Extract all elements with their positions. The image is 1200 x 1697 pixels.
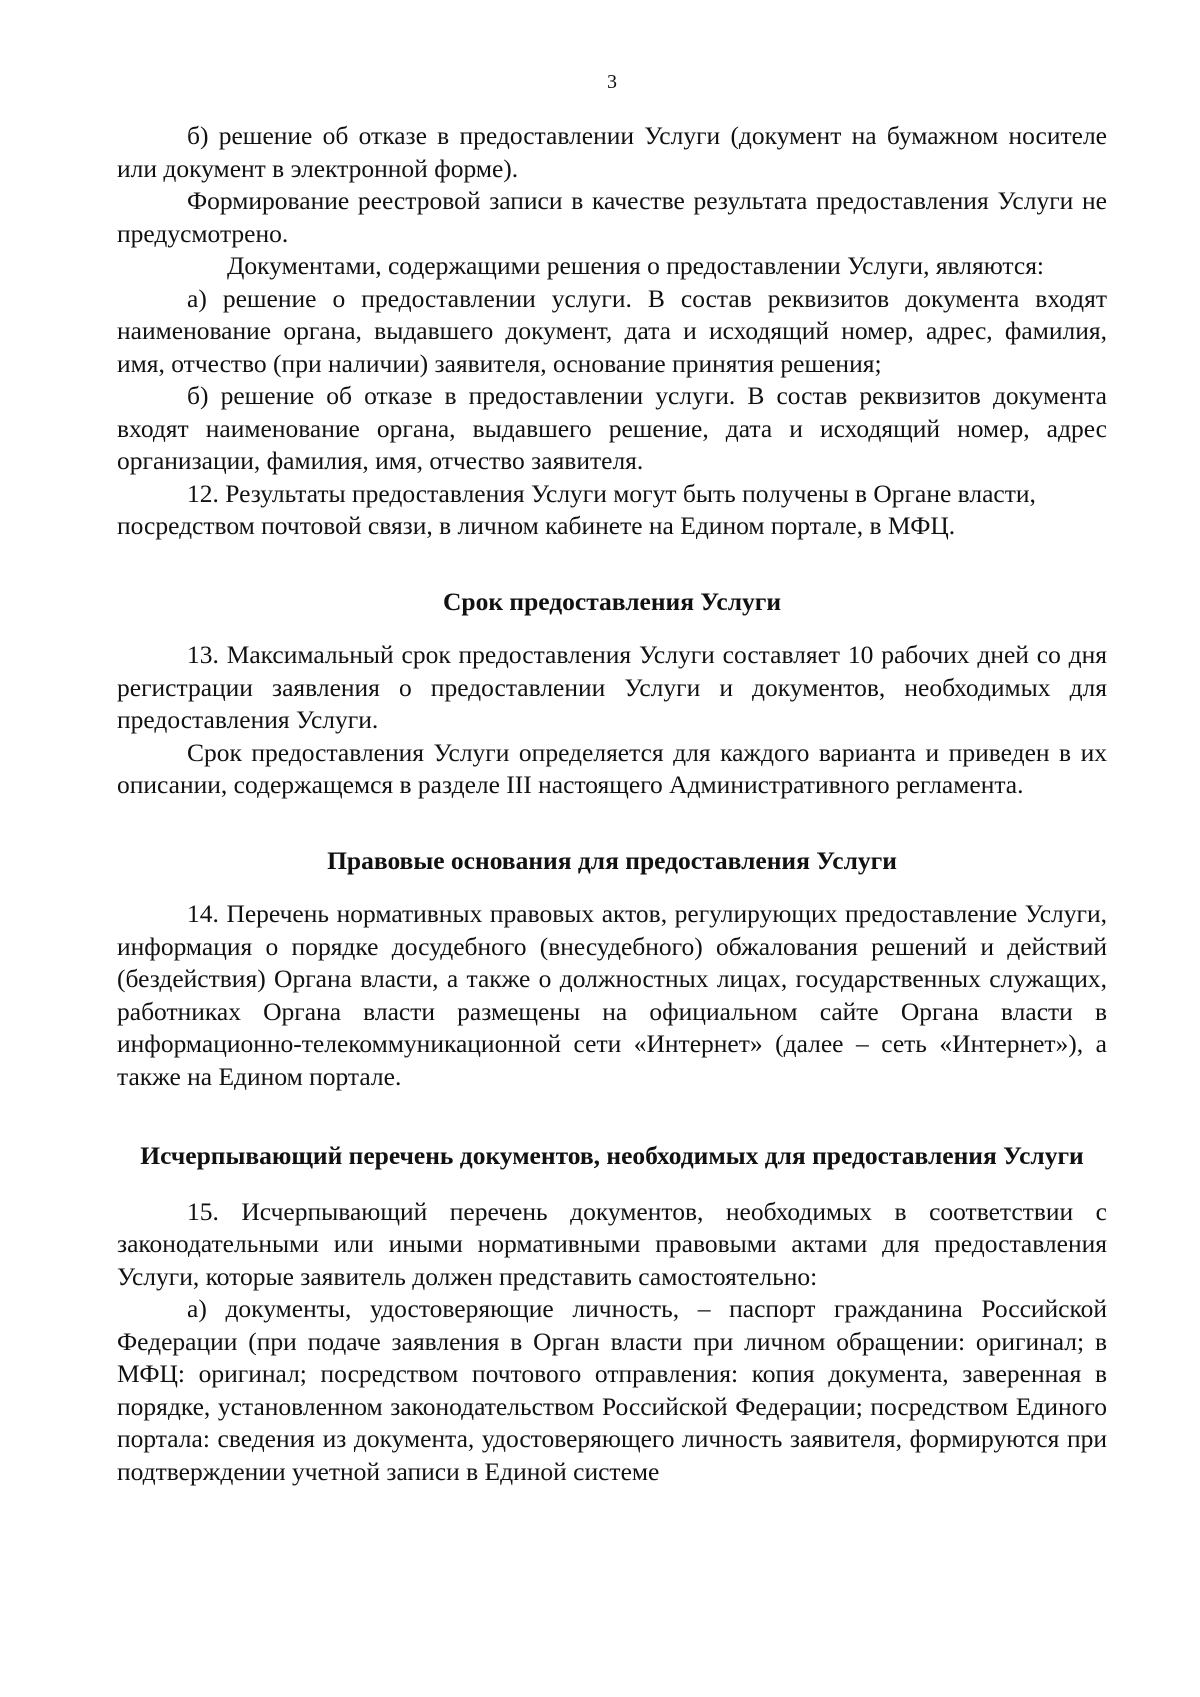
document-body (117, 120, 1107, 1488)
paragraph-refusal-requisites: б) решение об отказе в предоставлении услуги. В состав реквизитов документа входят наименование органа, выдавшего решение, дата и исходящий номер, адрес организации, фамилия, имя, отчество заявителя. (117, 381, 1107, 475)
page-number: 3 (607, 71, 617, 93)
document-page (117, 0, 1107, 1697)
paragraph-identity-documents: а) документы, удостоверяющие личность, – паспорт гражданина Российской Федерации (при подаче заявления в Орган власти при личном обращении: оригинал; в МФЦ: оригинал; посредством почтового отправления: копия документа, заверенная в порядке, установленном законодательством Российской Федерации; посредством Единого портала: сведения из документа, удостоверяющего личность заявителя, формируются при подтверждении учетной записи в Единой системе (117, 1294, 1107, 1486)
paragraph-item-15: 15. Исчерпывающий перечень документов, необходимых в соответствии с законодательными или иными нормативными правовыми актами для предоставления Услуги, которые заявитель должен представить самостоятельно: (117, 1196, 1107, 1291)
paragraph-item-14: 14. Перечень нормативных правовых актов, регулирующих предоставление Услуги, информация о порядке досудебного (внесудебного) обжалования решений и действий (бездействия) Органа власти, а также о должностных лицах, государственных служащих, работниках Органа власти размещены на официальном сайте Органа власти в информационно-телекоммуникационной сети «Интернет» (далее – сеть «Интернет»), а также на Едином портале. (117, 899, 1107, 1091)
section-heading-documents-list: Исчерпывающий перечень документов, необходимых для предоставления Услуги (140, 1141, 1084, 1170)
paragraph-item-13: 13. Максимальный срок предоставления Услуги составляет 10 рабочих дней со дня регистрации заявления о предоставлении Услуги и документов, необходимых для предоставления Услуги. (117, 640, 1107, 734)
paragraph-decision-documents: Документами, содержащими решения о предоставлении Услуги, являются: (227, 251, 1045, 280)
section-heading-legal-basis: Правовые основания для предоставления Услуги (327, 845, 897, 875)
paragraph-term-variants: Срок предоставления Услуги определяется для каждого варианта и приведен в их описании, содержащемся в разделе III настоящего Административного регламента. (117, 737, 1107, 799)
paragraph-registry-record: Формирование реестровой записи в качестве результата предоставления Услуги не предусмотрено. (117, 186, 1107, 248)
section-heading-term: Срок предоставления Услуги (442, 586, 782, 616)
paragraph-item-12: 12. Результаты предоставления Услуги могут быть получены в Органе власти, посредством почтовой связи, в личном кабинете на Едином портале, в МФЦ. (117, 478, 1036, 540)
paragraph-refusal-decision: б) решение об отказе в предоставлении Услуги (документ на бумажном носителе или документ в электронной форме). (117, 121, 1107, 183)
paragraph-grant-decision: а) решение о предоставлении услуги. В состав реквизитов документа входят наименование органа, выдавшего документ, дата и исходящий номер, адрес, фамилия, имя, отчество (при наличии) заявителя, основание принятия решения; (117, 283, 1107, 378)
